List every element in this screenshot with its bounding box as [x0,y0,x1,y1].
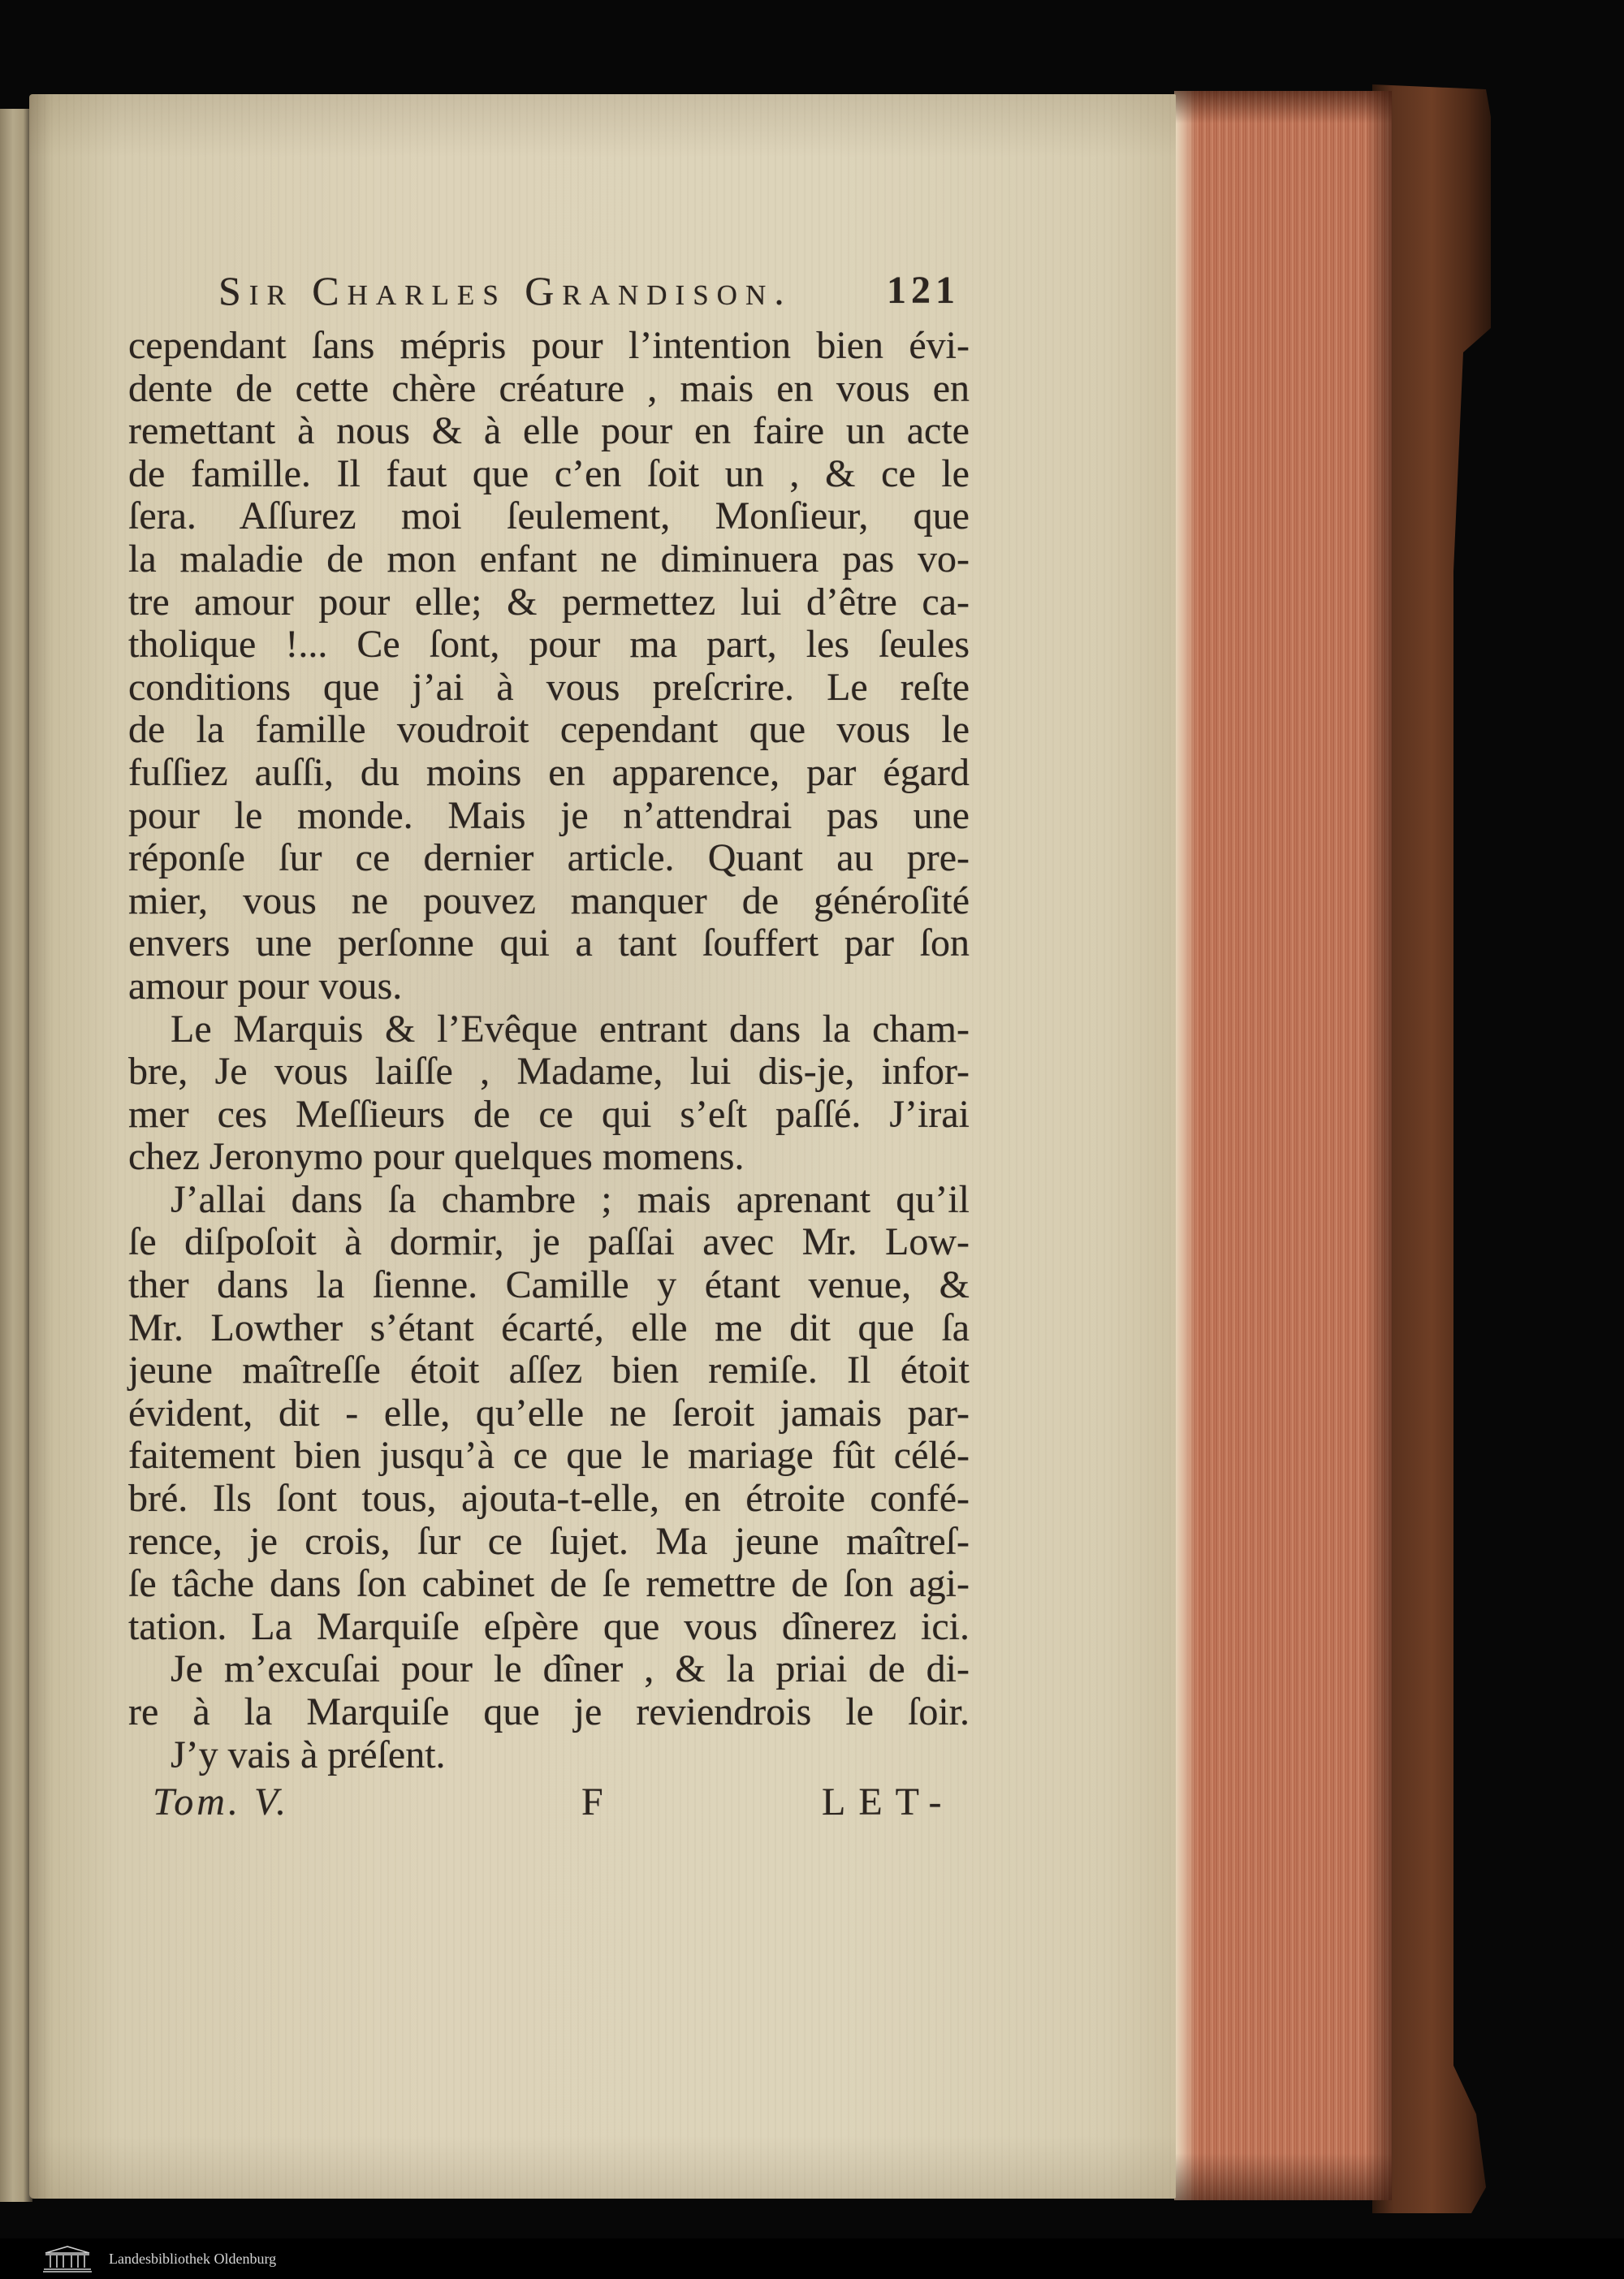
text-line: mier, vous ne pouvez manquer de généroſité [128,878,970,922]
text-line: évident, dit - elle, qu’elle ne ſeroit jamais par- [128,1391,970,1435]
text-line: ſe tâche dans ſon cabinet de ſe remettre de ſon agi- [128,1562,970,1606]
text-line: J’allai dans ſa chambre ; mais aprenant qu’il [171,1177,970,1221]
page-foot [29,1778,1176,1827]
paragraph [128,1008,970,1179]
text-line: re à la Marquiſe que je reviendrois le ſoir. [128,1690,970,1733]
text-line: amour pour vous. [128,964,403,1008]
page-number: 121 [887,269,960,312]
text-line: J’y vais à préſent. [171,1733,446,1776]
text-line: tre amour pour elle; & permettez lui d’être ca- [128,580,970,624]
text-line: ſera. Aſſurez moi ſeulement, Monſieur, que [128,494,970,538]
volume-mark: Tom. V. [153,1780,290,1824]
catchword: LET- [822,1780,955,1824]
text-line: ther dans la ſienne. Camille y étant venue, & [128,1263,970,1307]
signature-mark: F [581,1780,603,1824]
text-line: Je m’excuſai pour le dîner , & la priai de di- [171,1647,970,1691]
text-line: réponſe ſur ce dernier article. Quant au pre- [128,836,970,880]
text-line: Mr. Lowther s’étant écarté, elle me dit que ſa [128,1306,970,1349]
previous-page-edge [0,109,32,2202]
text-line: remettant à nous & à elle pour en faire un acte [128,409,970,453]
text-line: conditions que j’ai à vous preſcrire. Le reſte [128,665,970,709]
text-line: Le Marquis & l’Evêque entrant dans la cham- [171,1007,970,1051]
book-page [29,94,1176,2199]
text-line: dente de cette chère créature , mais en vous en [128,366,970,410]
text-line: de famille. Il faut que c’en ſoit un , & ce le [128,451,970,495]
text-line: mer ces Meſſieurs de ce qui s’eſt paſſé. J’irai [128,1092,970,1136]
page-fore-edge [1174,91,1392,2200]
text-line: ſe diſpoſoit à dormir, je paſſai avec Mr. Low- [128,1220,970,1264]
paragraph [128,325,970,1008]
text-line: pour le monde. Mais je n’attendrai pas une [128,793,970,837]
viewer-footer-bar [0,2238,1624,2279]
running-head-title: Sir Charles Grandison. [218,268,793,313]
text-line: la maladie de mon enfant ne diminuera pas vo- [128,537,970,581]
paragraph [128,1648,970,1733]
text-line: bre, Je vous laiſſe , Madame, lui dis-je, infor- [128,1050,970,1094]
paragraph [128,1179,970,1649]
text-line: rence, je crois, ſur ce ſujet. Ma jeune maîtreſ- [128,1519,970,1563]
running-head [29,266,1176,315]
text-line: cependant ſans mépris pour l’intention bien évi- [128,324,970,367]
text-line: jeune maîtreſſe étoit aſſez bien remiſe. Il étoit [128,1349,970,1392]
text-line: envers une perſonne qui a tant ſouffert par ſon [128,922,970,965]
text-line: de la famille voudroit cependant que vous le [128,708,970,752]
institution-name: Landesbibliothek Oldenburg [109,2251,277,2267]
paragraph [128,1734,970,1777]
text-line: tholique !... Ce ſont, pour ma part, les ſeules [128,623,970,667]
text-line: fuſſiez auſſi, du moins en apparence, par égard [128,750,970,794]
text-line: chez Jeronymo pour quelques momens. [128,1135,745,1179]
text-line: faitement bien jusqu’à ce que le mariage fût célé- [128,1434,970,1478]
text-line: tation. La Marquiſe eſpère que vous dînerez ici. [128,1604,970,1648]
text-line: bré. Ils ſont tous, ajouta-t-elle, en étroite confé- [128,1477,970,1521]
library-building-icon [42,2245,93,2273]
body-text [128,325,970,1776]
